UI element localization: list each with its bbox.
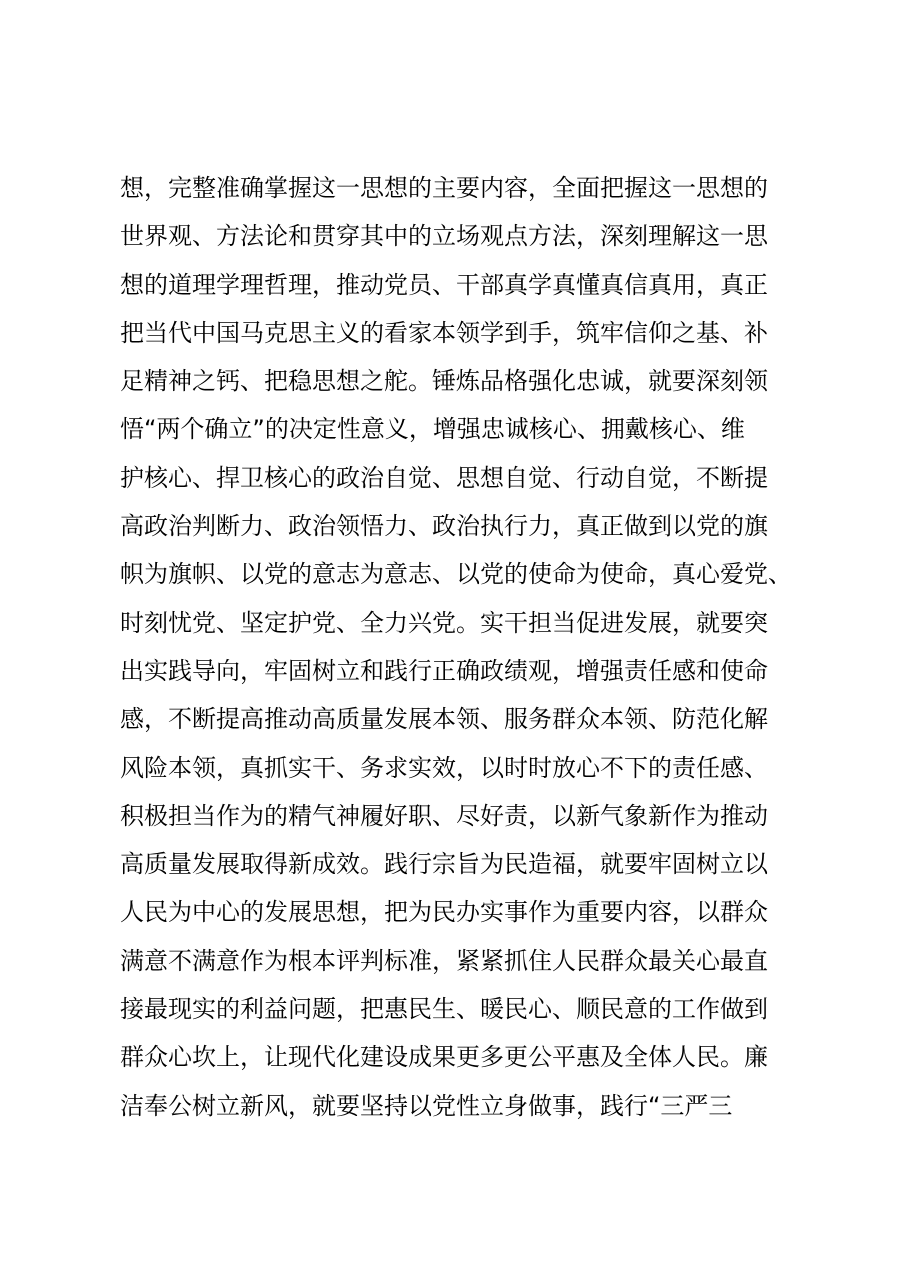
text-line: 积极担当作为的精气神履好职、尽好责，以新气象新作为推动 [120,801,768,830]
text-line: 想，完整准确掌握这一思想的主要内容，全面把握这一思想的 [120,174,768,202]
text-line: 群众心坎上，让现代化建设成果更多更公平惠及全体人民。廉 [120,1043,768,1072]
text-line: 满意不满意作为根本评判标准，紧紧抓住人民群众最关心最直 [120,946,768,975]
text-line: 接最现实的利益问题，把惠民生、暖民心、顺民意的工作做到 [120,995,768,1024]
text-line: 感，不断提高推动高质量发展本领、服务群众本领、防范化解 [120,705,768,734]
text-line: 帜为旗帜、以党的意志为意志、以党的使命为使命，真心爱党、 [120,560,792,589]
text-line: 世界观、方法论和贯穿其中的立场观点方法，深刻理解这一思 [120,222,768,251]
text-line: 高质量发展取得新成效。践行宗旨为民造福，就要牢固树立以 [120,850,768,879]
body-text [120,164,800,1130]
text-line: 出实践导向，牢固树立和践行正确政绩观，增强责任感和使命 [120,656,768,685]
text-line: 风险本领，真抓实干、务求实效，以时时放心不下的责任感、 [120,753,768,782]
text-line: 洁奉公树立新风，就要坚持以党性立身做事，践行“三严三 [120,1091,733,1120]
text-line: 人民为中心的发展思想，把为民办实事作为重要内容，以群众 [120,898,768,927]
text-line: 高政治判断力、政治领悟力、政治执行力，真正做到以党的旗 [120,512,768,541]
text-line: 护核心、捍卫核心的政治自觉、思想自觉、行动自觉，不断提 [120,463,768,492]
text-line: 时刻忧党、坚定护党、全力兴党。实干担当促进发展，就要突 [120,608,768,637]
text-line: 足精神之钙、把稳思想之舵。锤炼品格强化忠诚，就要深刻领 [120,367,768,396]
text-line: 把当代中国马克思主义的看家本领学到手，筑牢信仰之基、补 [120,318,768,347]
text-line: 想的道理学理哲理，推动党员、干部真学真懂真信真用，真正 [120,270,768,299]
text-line: 悟“两个确立”的决定性意义，增强忠诚核心、拥戴核心、维 [120,415,745,444]
